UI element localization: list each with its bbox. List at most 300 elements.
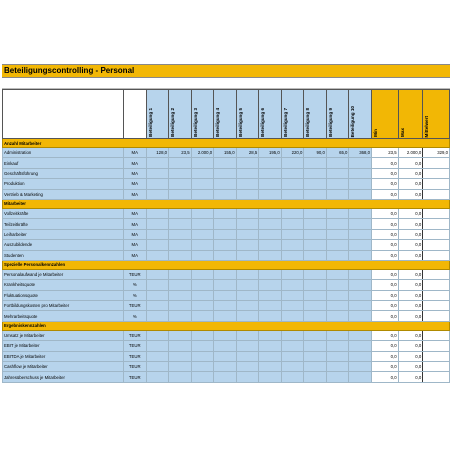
mittelwert-cell[interactable] <box>423 158 450 168</box>
max-cell[interactable]: 0,0 <box>398 351 423 361</box>
value-cell[interactable] <box>326 240 349 250</box>
row-unit[interactable]: TEUR <box>123 351 146 361</box>
value-cell[interactable] <box>259 219 282 229</box>
row-unit[interactable]: MA <box>123 229 146 239</box>
value-cell[interactable] <box>236 158 259 168</box>
value-cell[interactable] <box>169 208 192 218</box>
column-header-beteiligung-3[interactable] <box>191 90 214 139</box>
value-cell[interactable] <box>326 229 349 239</box>
value-cell[interactable] <box>236 269 259 279</box>
value-cell[interactable] <box>304 250 327 260</box>
row-label[interactable]: Vollzeitkräfte <box>3 208 124 218</box>
value-cell[interactable] <box>169 250 192 260</box>
value-cell[interactable] <box>146 158 169 168</box>
value-cell[interactable] <box>259 301 282 311</box>
min-cell[interactable]: 0,0 <box>371 311 398 321</box>
value-cell[interactable]: 2.000,0 <box>191 148 214 158</box>
value-cell[interactable] <box>281 280 304 290</box>
value-cell[interactable] <box>326 330 349 340</box>
value-cell[interactable] <box>191 240 214 250</box>
row-unit[interactable]: % <box>123 290 146 300</box>
min-cell[interactable]: 0,0 <box>371 158 398 168</box>
value-cell[interactable] <box>304 362 327 372</box>
max-cell[interactable]: 2.000,0 <box>398 148 423 158</box>
min-cell[interactable]: 23,5 <box>371 148 398 158</box>
mittelwert-cell[interactable] <box>423 269 450 279</box>
value-cell[interactable] <box>304 341 327 351</box>
value-cell[interactable] <box>349 330 372 340</box>
value-cell[interactable] <box>236 311 259 321</box>
value-cell[interactable] <box>281 351 304 361</box>
value-cell[interactable] <box>326 362 349 372</box>
row-unit[interactable]: MA <box>123 148 146 158</box>
value-cell[interactable] <box>169 362 192 372</box>
value-cell[interactable] <box>169 168 192 178</box>
value-cell[interactable] <box>236 372 259 382</box>
row-label[interactable]: Personalaufwand je Mitarbeiter <box>3 269 124 279</box>
value-cell[interactable] <box>304 179 327 189</box>
row-label[interactable]: Mehrarbeitsquote <box>3 311 124 321</box>
value-cell[interactable] <box>214 290 237 300</box>
value-cell[interactable] <box>349 240 372 250</box>
mittelwert-cell[interactable] <box>423 168 450 178</box>
value-cell[interactable] <box>214 372 237 382</box>
row-label[interactable]: Vertrieb & Marketing <box>3 189 124 199</box>
max-cell[interactable]: 0,0 <box>398 280 423 290</box>
value-cell[interactable] <box>169 341 192 351</box>
max-cell[interactable]: 0,0 <box>398 341 423 351</box>
min-cell[interactable]: 0,0 <box>371 208 398 218</box>
column-header-max[interactable] <box>398 90 423 139</box>
value-cell[interactable] <box>214 240 237 250</box>
value-cell[interactable] <box>259 290 282 300</box>
value-cell[interactable] <box>146 240 169 250</box>
value-cell[interactable] <box>191 168 214 178</box>
max-cell[interactable]: 0,0 <box>398 362 423 372</box>
row-label[interactable]: Cashflow je Mitarbeiter <box>3 362 124 372</box>
value-cell[interactable] <box>214 341 237 351</box>
row-unit[interactable]: TEUR <box>123 269 146 279</box>
value-cell[interactable] <box>259 208 282 218</box>
value-cell[interactable] <box>349 351 372 361</box>
column-header-beteiligung-8[interactable] <box>304 90 327 139</box>
value-cell[interactable] <box>259 269 282 279</box>
mittelwert-cell[interactable] <box>423 219 450 229</box>
value-cell[interactable] <box>146 301 169 311</box>
value-cell[interactable] <box>349 229 372 239</box>
row-unit[interactable]: MA <box>123 168 146 178</box>
value-cell[interactable] <box>236 362 259 372</box>
value-cell[interactable] <box>214 158 237 168</box>
value-cell[interactable] <box>281 250 304 260</box>
value-cell[interactable] <box>214 229 237 239</box>
value-cell[interactable] <box>259 240 282 250</box>
min-cell[interactable]: 0,0 <box>371 179 398 189</box>
value-cell[interactable] <box>349 158 372 168</box>
max-cell[interactable]: 0,0 <box>398 290 423 300</box>
row-unit[interactable]: MA <box>123 219 146 229</box>
row-unit[interactable]: TEUR <box>123 372 146 382</box>
value-cell[interactable] <box>304 158 327 168</box>
value-cell[interactable] <box>214 208 237 218</box>
row-label[interactable]: Teilzeitkräfte <box>3 219 124 229</box>
value-cell[interactable] <box>326 372 349 382</box>
max-cell[interactable]: 0,0 <box>398 219 423 229</box>
value-cell[interactable] <box>146 351 169 361</box>
max-cell[interactable]: 0,0 <box>398 330 423 340</box>
mittelwert-cell[interactable] <box>423 372 450 382</box>
value-cell[interactable] <box>191 330 214 340</box>
value-cell[interactable] <box>191 362 214 372</box>
value-cell[interactable] <box>304 219 327 229</box>
min-cell[interactable]: 0,0 <box>371 351 398 361</box>
value-cell[interactable] <box>169 351 192 361</box>
max-cell[interactable]: 0,0 <box>398 372 423 382</box>
value-cell[interactable]: 90,0 <box>304 148 327 158</box>
column-header-beteiligung-2[interactable] <box>169 90 192 139</box>
value-cell[interactable] <box>191 179 214 189</box>
mittelwert-cell[interactable] <box>423 208 450 218</box>
value-cell[interactable] <box>349 219 372 229</box>
value-cell[interactable] <box>304 189 327 199</box>
value-cell[interactable] <box>214 168 237 178</box>
value-cell[interactable] <box>146 250 169 260</box>
value-cell[interactable] <box>259 351 282 361</box>
min-cell[interactable]: 0,0 <box>371 301 398 311</box>
max-cell[interactable]: 0,0 <box>398 229 423 239</box>
value-cell[interactable] <box>304 290 327 300</box>
value-cell[interactable] <box>236 189 259 199</box>
value-cell[interactable] <box>259 330 282 340</box>
value-cell[interactable] <box>281 229 304 239</box>
value-cell[interactable] <box>146 219 169 229</box>
value-cell[interactable] <box>304 311 327 321</box>
mittelwert-cell[interactable] <box>423 189 450 199</box>
row-unit[interactable]: MA <box>123 250 146 260</box>
min-cell[interactable]: 0,0 <box>371 219 398 229</box>
min-cell[interactable]: 0,0 <box>371 280 398 290</box>
row-unit[interactable]: TEUR <box>123 362 146 372</box>
value-cell[interactable] <box>236 229 259 239</box>
value-cell[interactable] <box>281 158 304 168</box>
value-cell[interactable] <box>259 158 282 168</box>
value-cell[interactable] <box>326 179 349 189</box>
value-cell[interactable] <box>281 330 304 340</box>
value-cell[interactable] <box>326 208 349 218</box>
value-cell[interactable] <box>259 250 282 260</box>
row-unit[interactable]: MA <box>123 240 146 250</box>
value-cell[interactable] <box>169 372 192 382</box>
max-cell[interactable]: 0,0 <box>398 301 423 311</box>
value-cell[interactable] <box>349 341 372 351</box>
value-cell[interactable] <box>146 362 169 372</box>
value-cell[interactable] <box>304 269 327 279</box>
value-cell[interactable] <box>191 229 214 239</box>
value-cell[interactable] <box>281 311 304 321</box>
column-header-beteiligung-6[interactable] <box>259 90 282 139</box>
value-cell[interactable] <box>146 311 169 321</box>
mittelwert-cell[interactable] <box>423 351 450 361</box>
value-cell[interactable] <box>326 301 349 311</box>
value-cell[interactable] <box>191 250 214 260</box>
column-header-min[interactable] <box>371 90 398 139</box>
value-cell[interactable] <box>191 280 214 290</box>
value-cell[interactable] <box>191 290 214 300</box>
value-cell[interactable] <box>281 168 304 178</box>
value-cell[interactable] <box>191 311 214 321</box>
value-cell[interactable] <box>304 168 327 178</box>
value-cell[interactable] <box>236 179 259 189</box>
mittelwert-cell[interactable] <box>423 250 450 260</box>
value-cell[interactable] <box>326 351 349 361</box>
max-cell[interactable]: 0,0 <box>398 189 423 199</box>
row-unit[interactable]: % <box>123 280 146 290</box>
column-header-mittelwert[interactable] <box>423 90 450 139</box>
value-cell[interactable] <box>349 179 372 189</box>
column-header-beteiligung-9[interactable] <box>326 90 349 139</box>
row-unit[interactable]: MA <box>123 179 146 189</box>
value-cell[interactable]: 220,0 <box>281 148 304 158</box>
value-cell[interactable] <box>191 208 214 218</box>
mittelwert-cell[interactable] <box>423 290 450 300</box>
value-cell[interactable] <box>146 290 169 300</box>
value-cell[interactable] <box>214 301 237 311</box>
value-cell[interactable] <box>326 290 349 300</box>
min-cell[interactable]: 0,0 <box>371 372 398 382</box>
mittelwert-cell[interactable] <box>423 362 450 372</box>
value-cell[interactable] <box>146 208 169 218</box>
value-cell[interactable] <box>191 301 214 311</box>
mittelwert-cell[interactable]: 329,0 <box>423 148 450 158</box>
row-label[interactable]: Auszubildende <box>3 240 124 250</box>
value-cell[interactable] <box>146 280 169 290</box>
max-cell[interactable]: 0,0 <box>398 168 423 178</box>
value-cell[interactable] <box>304 330 327 340</box>
row-unit[interactable]: MA <box>123 158 146 168</box>
row-label[interactable]: Fluktuationsquote <box>3 290 124 300</box>
value-cell[interactable] <box>349 250 372 260</box>
min-cell[interactable]: 0,0 <box>371 330 398 340</box>
row-unit[interactable]: TEUR <box>123 301 146 311</box>
value-cell[interactable] <box>236 280 259 290</box>
value-cell[interactable] <box>326 168 349 178</box>
value-cell[interactable] <box>281 290 304 300</box>
column-header-beteiligung-4[interactable] <box>214 90 237 139</box>
min-cell[interactable]: 0,0 <box>371 290 398 300</box>
value-cell[interactable] <box>169 301 192 311</box>
value-cell[interactable] <box>281 179 304 189</box>
value-cell[interactable] <box>214 189 237 199</box>
min-cell[interactable]: 0,0 <box>371 168 398 178</box>
value-cell[interactable] <box>326 219 349 229</box>
value-cell[interactable] <box>349 168 372 178</box>
row-label[interactable]: Leiharbeiter <box>3 229 124 239</box>
row-label[interactable]: EBITDA je Mitarbeiter <box>3 351 124 361</box>
value-cell[interactable] <box>349 362 372 372</box>
value-cell[interactable] <box>146 168 169 178</box>
value-cell[interactable] <box>349 372 372 382</box>
column-header-beteiligung-1[interactable] <box>146 90 169 139</box>
max-cell[interactable]: 0,0 <box>398 269 423 279</box>
max-cell[interactable]: 0,0 <box>398 208 423 218</box>
value-cell[interactable] <box>349 290 372 300</box>
max-cell[interactable]: 0,0 <box>398 179 423 189</box>
mittelwert-cell[interactable] <box>423 330 450 340</box>
max-cell[interactable]: 0,0 <box>398 311 423 321</box>
value-cell[interactable] <box>169 240 192 250</box>
max-cell[interactable]: 0,0 <box>398 250 423 260</box>
value-cell[interactable] <box>236 301 259 311</box>
value-cell[interactable] <box>214 280 237 290</box>
value-cell[interactable] <box>304 208 327 218</box>
value-cell[interactable] <box>281 372 304 382</box>
value-cell[interactable] <box>259 168 282 178</box>
row-label[interactable]: EBIT je Mitarbeiter <box>3 341 124 351</box>
value-cell[interactable] <box>169 280 192 290</box>
value-cell[interactable] <box>169 269 192 279</box>
value-cell[interactable] <box>281 341 304 351</box>
value-cell[interactable] <box>236 250 259 260</box>
value-cell[interactable] <box>169 189 192 199</box>
min-cell[interactable]: 0,0 <box>371 269 398 279</box>
row-unit[interactable]: TEUR <box>123 330 146 340</box>
min-cell[interactable]: 0,0 <box>371 362 398 372</box>
value-cell[interactable] <box>326 341 349 351</box>
value-cell[interactable]: 128,0 <box>146 148 169 158</box>
value-cell[interactable]: 195,0 <box>259 148 282 158</box>
value-cell[interactable] <box>236 351 259 361</box>
row-unit[interactable]: % <box>123 311 146 321</box>
value-cell[interactable] <box>259 179 282 189</box>
row-label[interactable]: Fortbildungskosten pro Mitarbeiter <box>3 301 124 311</box>
value-cell[interactable] <box>214 330 237 340</box>
value-cell[interactable] <box>259 311 282 321</box>
row-unit[interactable]: MA <box>123 208 146 218</box>
mittelwert-cell[interactable] <box>423 179 450 189</box>
value-cell[interactable] <box>236 341 259 351</box>
mittelwert-cell[interactable] <box>423 240 450 250</box>
min-cell[interactable]: 0,0 <box>371 341 398 351</box>
value-cell[interactable] <box>259 229 282 239</box>
value-cell[interactable]: 65,0 <box>326 148 349 158</box>
value-cell[interactable] <box>326 311 349 321</box>
row-label[interactable]: Geschäftsführung <box>3 168 124 178</box>
value-cell[interactable] <box>191 269 214 279</box>
row-label[interactable]: Studenten <box>3 250 124 260</box>
value-cell[interactable] <box>236 219 259 229</box>
mittelwert-cell[interactable] <box>423 280 450 290</box>
row-label[interactable]: Umsatz je Mitarbeiter <box>3 330 124 340</box>
column-header-beteiligung-5[interactable] <box>236 90 259 139</box>
row-label[interactable]: Administration <box>3 148 124 158</box>
value-cell[interactable] <box>169 158 192 168</box>
min-cell[interactable]: 0,0 <box>371 250 398 260</box>
value-cell[interactable] <box>281 208 304 218</box>
value-cell[interactable]: 28,5 <box>236 148 259 158</box>
value-cell[interactable] <box>169 219 192 229</box>
value-cell[interactable] <box>236 168 259 178</box>
value-cell[interactable] <box>214 219 237 229</box>
value-cell[interactable] <box>304 229 327 239</box>
value-cell[interactable] <box>146 372 169 382</box>
value-cell[interactable] <box>191 341 214 351</box>
value-cell[interactable] <box>326 269 349 279</box>
value-cell[interactable] <box>259 280 282 290</box>
mittelwert-cell[interactable] <box>423 311 450 321</box>
value-cell[interactable] <box>214 311 237 321</box>
min-cell[interactable]: 0,0 <box>371 189 398 199</box>
value-cell[interactable] <box>169 311 192 321</box>
value-cell[interactable] <box>214 179 237 189</box>
value-cell[interactable] <box>304 240 327 250</box>
value-cell[interactable] <box>169 290 192 300</box>
value-cell[interactable] <box>326 189 349 199</box>
row-label[interactable]: Krankheitsquote <box>3 280 124 290</box>
value-cell[interactable] <box>349 301 372 311</box>
value-cell[interactable] <box>281 269 304 279</box>
column-header-beteiligung-10[interactable] <box>349 90 372 139</box>
value-cell[interactable] <box>259 189 282 199</box>
value-cell[interactable] <box>146 179 169 189</box>
max-cell[interactable]: 0,0 <box>398 240 423 250</box>
min-cell[interactable]: 0,0 <box>371 240 398 250</box>
row-label[interactable]: Einkauf <box>3 158 124 168</box>
value-cell[interactable] <box>304 351 327 361</box>
value-cell[interactable] <box>326 158 349 168</box>
mittelwert-cell[interactable] <box>423 229 450 239</box>
value-cell[interactable] <box>146 269 169 279</box>
value-cell[interactable] <box>146 189 169 199</box>
value-cell[interactable] <box>236 290 259 300</box>
value-cell[interactable] <box>281 189 304 199</box>
value-cell[interactable] <box>349 280 372 290</box>
row-unit[interactable]: TEUR <box>123 341 146 351</box>
value-cell[interactable] <box>169 179 192 189</box>
value-cell[interactable] <box>214 269 237 279</box>
value-cell[interactable] <box>169 229 192 239</box>
value-cell[interactable] <box>304 280 327 290</box>
row-label[interactable]: Jahresüberschuss je Mitarbeiter <box>3 372 124 382</box>
column-header-beteiligung-7[interactable] <box>281 90 304 139</box>
mittelwert-cell[interactable] <box>423 341 450 351</box>
value-cell[interactable] <box>146 229 169 239</box>
value-cell[interactable] <box>236 240 259 250</box>
value-cell[interactable] <box>326 250 349 260</box>
value-cell[interactable] <box>304 301 327 311</box>
value-cell[interactable] <box>349 189 372 199</box>
value-cell[interactable] <box>281 240 304 250</box>
value-cell[interactable] <box>169 330 192 340</box>
value-cell[interactable] <box>259 362 282 372</box>
value-cell[interactable] <box>304 372 327 382</box>
value-cell[interactable] <box>259 341 282 351</box>
value-cell[interactable]: 368,0 <box>349 148 372 158</box>
value-cell[interactable] <box>326 280 349 290</box>
value-cell[interactable] <box>191 158 214 168</box>
row-unit[interactable]: MA <box>123 189 146 199</box>
value-cell[interactable] <box>214 362 237 372</box>
min-cell[interactable]: 0,0 <box>371 229 398 239</box>
value-cell[interactable] <box>236 208 259 218</box>
value-cell[interactable] <box>191 372 214 382</box>
value-cell[interactable] <box>191 189 214 199</box>
value-cell[interactable] <box>281 362 304 372</box>
value-cell[interactable] <box>259 372 282 382</box>
value-cell[interactable] <box>349 269 372 279</box>
value-cell[interactable] <box>214 250 237 260</box>
mittelwert-cell[interactable] <box>423 301 450 311</box>
value-cell[interactable] <box>281 219 304 229</box>
